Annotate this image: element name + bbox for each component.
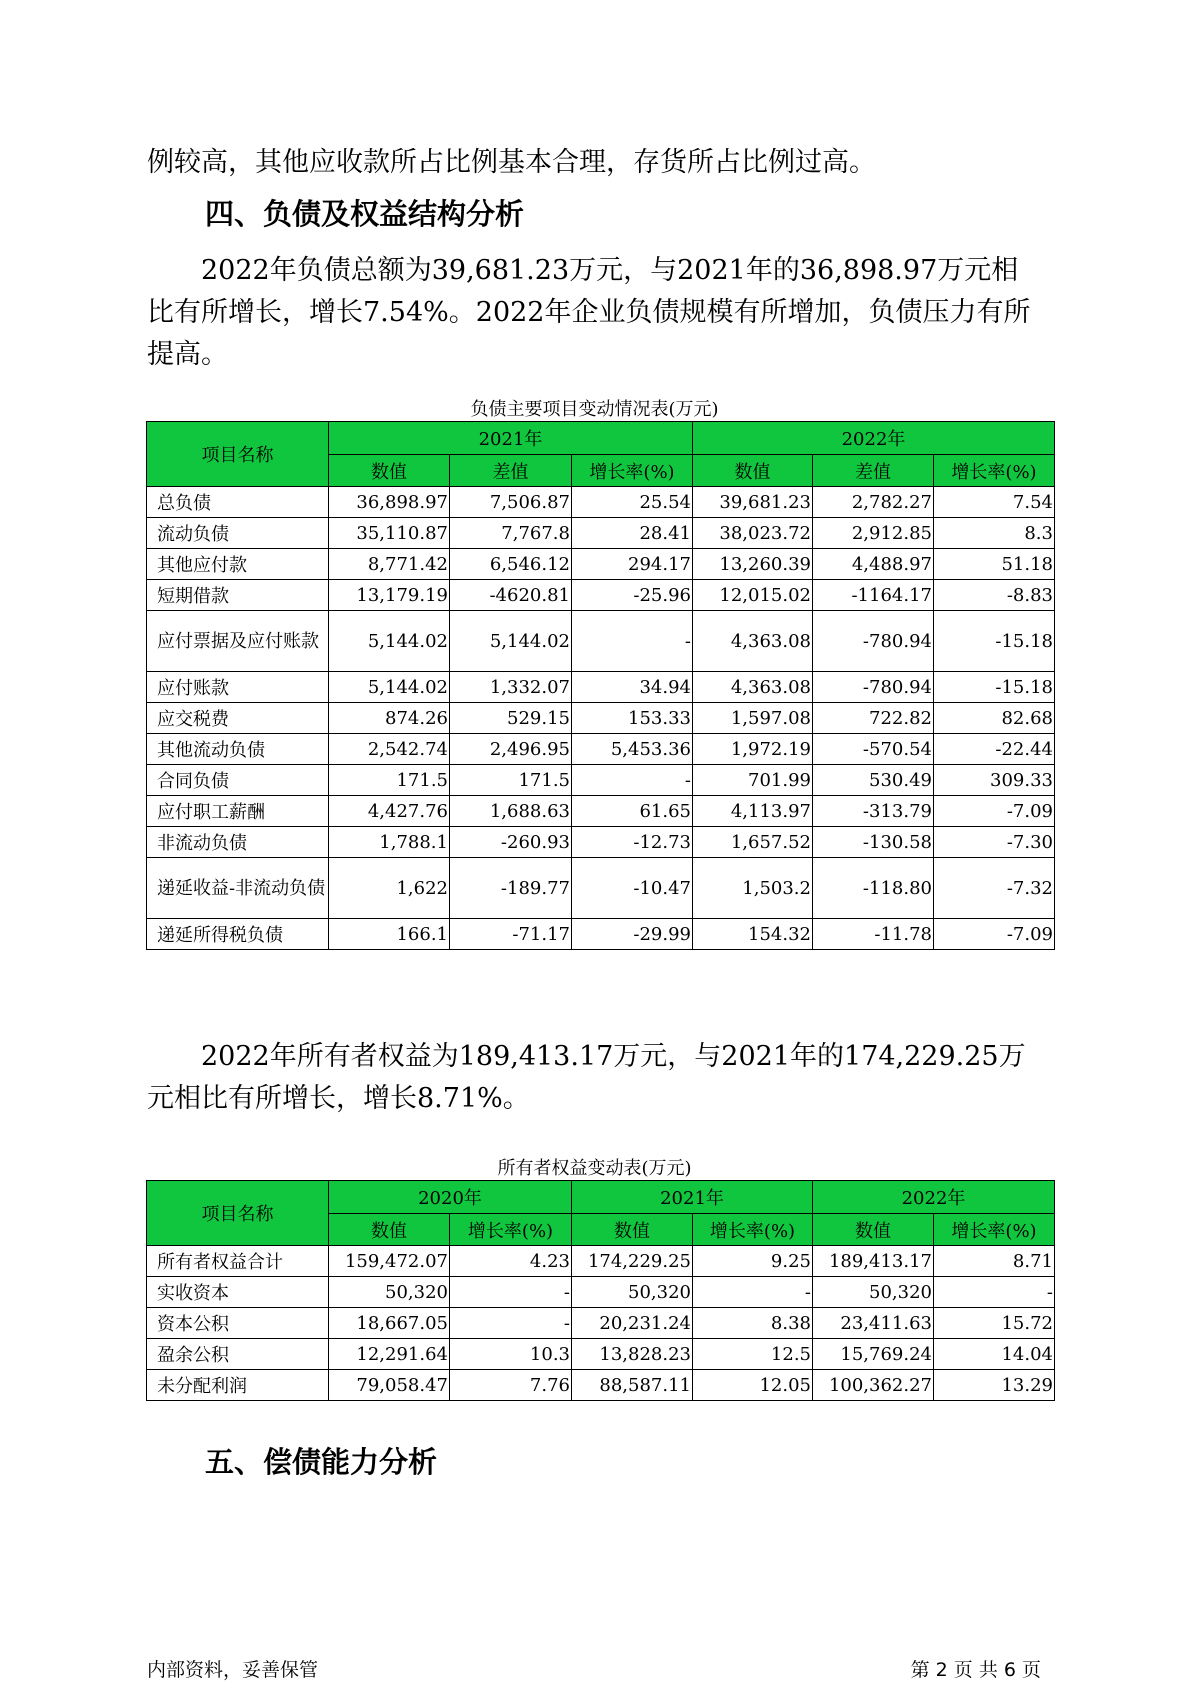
- table-cell: 8.38: [693, 1308, 813, 1339]
- growth-header: 增长率(%): [693, 1214, 813, 1246]
- table-cell: 8.71: [934, 1246, 1055, 1277]
- table-cell: 12.5: [693, 1339, 813, 1370]
- liability-table: [146, 421, 1055, 950]
- table-cell: -: [572, 611, 693, 672]
- table-row: [147, 672, 1055, 703]
- table-cell: -313.79: [813, 796, 934, 827]
- table-cell: 4,427.76: [329, 796, 450, 827]
- table-cell: -12.73: [572, 827, 693, 858]
- liability-table-caption: 负债主要项目变动情况表(万元): [470, 399, 719, 420]
- table-cell: 28.41: [572, 518, 693, 549]
- row-label: 合同负债: [147, 765, 329, 796]
- table-row: [147, 1370, 1055, 1401]
- value-header: 数值: [329, 1214, 450, 1246]
- table-cell: 79,058.47: [329, 1370, 450, 1401]
- table-cell: 13,828.23: [572, 1339, 693, 1370]
- table-cell: 82.68: [934, 703, 1055, 734]
- name-column-header: 项目名称: [147, 1181, 329, 1246]
- row-label: 资本公积: [147, 1308, 329, 1339]
- table-cell: 7.76: [450, 1370, 572, 1401]
- table-row: [147, 858, 1055, 919]
- table-cell: 8,771.42: [329, 549, 450, 580]
- table-row: [147, 734, 1055, 765]
- table-cell: 701.99: [693, 765, 813, 796]
- table-cell: 530.49: [813, 765, 934, 796]
- row-label: 其他流动负债: [147, 734, 329, 765]
- row-label: 实收资本: [147, 1277, 329, 1308]
- year-header: 2022年: [693, 422, 1055, 455]
- page-number: 第 2 页 共 6 页: [910, 1659, 1041, 1681]
- row-label: 非流动负债: [147, 827, 329, 858]
- table-cell: 4,488.97: [813, 549, 934, 580]
- table-cell: 722.82: [813, 703, 934, 734]
- table-cell: 15.72: [934, 1308, 1055, 1339]
- table-cell: 6,546.12: [450, 549, 572, 580]
- table-cell: 4,363.08: [693, 611, 813, 672]
- table-row: [147, 827, 1055, 858]
- table-cell: 8.3: [934, 518, 1055, 549]
- table-cell: 12.05: [693, 1370, 813, 1401]
- table-cell: -7.09: [934, 796, 1055, 827]
- table-cell: 10.3: [450, 1339, 572, 1370]
- table-cell: 4.23: [450, 1246, 572, 1277]
- table-cell: 1,332.07: [450, 672, 572, 703]
- value-header: 数值: [572, 1214, 693, 1246]
- table-cell: 12,291.64: [329, 1339, 450, 1370]
- table-cell: 23,411.63: [813, 1308, 934, 1339]
- table-cell: 1,597.08: [693, 703, 813, 734]
- table-cell: 18,667.05: [329, 1308, 450, 1339]
- table-cell: 50,320: [572, 1277, 693, 1308]
- row-label: 所有者权益合计: [147, 1246, 329, 1277]
- table-cell: 13.29: [934, 1370, 1055, 1401]
- table-cell: 100,362.27: [813, 1370, 934, 1401]
- row-label: 未分配利润: [147, 1370, 329, 1401]
- value-header: 数值: [329, 455, 450, 487]
- value-header: 数值: [693, 455, 813, 487]
- row-label: 应交税费: [147, 703, 329, 734]
- row-label: 短期借款: [147, 580, 329, 611]
- table-row: [147, 1277, 1055, 1308]
- equity-table-caption: 所有者权益变动表(万元): [497, 1158, 692, 1179]
- table-cell: -10.47: [572, 858, 693, 919]
- year-header: 2021年: [572, 1181, 813, 1214]
- table-cell: -: [450, 1308, 572, 1339]
- equity-paragraph: 2022年所有者权益为189,413.17万元，与2021年的174,229.25万元相比有所增长，增长8.71%。: [147, 1041, 1026, 1114]
- growth-header: 增长率(%): [934, 1214, 1055, 1246]
- row-label: 应付账款: [147, 672, 329, 703]
- table-cell: 4,113.97: [693, 796, 813, 827]
- table-cell: -25.96: [572, 580, 693, 611]
- table-cell: -7.32: [934, 858, 1055, 919]
- growth-header: 增长率(%): [450, 1214, 572, 1246]
- liability-paragraph: 2022年负债总额为39,681.23万元，与2021年的36,898.97万元相比有所增长，增长7.54%。2022年企业负债规模有所增加，负债压力有所提高。: [147, 255, 1031, 370]
- growth-header: 增长率(%): [572, 455, 693, 487]
- table-cell: 51.18: [934, 549, 1055, 580]
- table-cell: -130.58: [813, 827, 934, 858]
- table-cell: -189.77: [450, 858, 572, 919]
- row-label: 流动负债: [147, 518, 329, 549]
- table-cell: 2,542.74: [329, 734, 450, 765]
- table-cell: -: [693, 1277, 813, 1308]
- table-cell: 25.54: [572, 487, 693, 518]
- table-cell: 50,320: [329, 1277, 450, 1308]
- table-cell: 7.54: [934, 487, 1055, 518]
- table-row: [147, 1308, 1055, 1339]
- table-cell: 1,503.2: [693, 858, 813, 919]
- table-cell: 2,496.95: [450, 734, 572, 765]
- table-cell: 171.5: [329, 765, 450, 796]
- table-cell: 174,229.25: [572, 1246, 693, 1277]
- diff-header: 差值: [813, 455, 934, 487]
- section-heading-solvency: 五、偿债能力分析: [205, 1445, 438, 1479]
- table-row: [147, 765, 1055, 796]
- table-row: [147, 487, 1055, 518]
- table-cell: -1164.17: [813, 580, 934, 611]
- table-cell: 35,110.87: [329, 518, 450, 549]
- table-cell: 1,788.1: [329, 827, 450, 858]
- table-cell: 4,363.08: [693, 672, 813, 703]
- table-cell: 309.33: [934, 765, 1055, 796]
- table-cell: 166.1: [329, 919, 450, 950]
- name-column-header: 项目名称: [147, 422, 329, 487]
- table-cell: -29.99: [572, 919, 693, 950]
- table-row: [147, 703, 1055, 734]
- table-cell: 34.94: [572, 672, 693, 703]
- diff-header: 差值: [450, 455, 572, 487]
- table-cell: -: [572, 765, 693, 796]
- table-cell: 36,898.97: [329, 487, 450, 518]
- table-cell: 13,260.39: [693, 549, 813, 580]
- equity-table: [146, 1180, 1055, 1401]
- table-cell: 88,587.11: [572, 1370, 693, 1401]
- table-cell: 38,023.72: [693, 518, 813, 549]
- table-cell: 1,657.52: [693, 827, 813, 858]
- table-cell: 2,782.27: [813, 487, 934, 518]
- year-header: 2021年: [329, 422, 693, 455]
- table-cell: 529.15: [450, 703, 572, 734]
- footer-confidential-note: 内部资料，妥善保管: [147, 1659, 319, 1681]
- section-heading-liabilities: 四、负债及权益结构分析: [205, 197, 525, 231]
- table-cell: 874.26: [329, 703, 450, 734]
- growth-header: 增长率(%): [934, 455, 1055, 487]
- table-cell: 61.65: [572, 796, 693, 827]
- table-cell: -15.18: [934, 672, 1055, 703]
- table-cell: 15,769.24: [813, 1339, 934, 1370]
- year-header: 2022年: [813, 1181, 1055, 1214]
- table-cell: 294.17: [572, 549, 693, 580]
- row-label: 总负债: [147, 487, 329, 518]
- table-cell: 5,144.02: [329, 611, 450, 672]
- row-label: 盈余公积: [147, 1339, 329, 1370]
- table-row: [147, 580, 1055, 611]
- table-cell: 153.33: [572, 703, 693, 734]
- table-cell: 7,767.8: [450, 518, 572, 549]
- table-cell: -4620.81: [450, 580, 572, 611]
- table-cell: 2,912.85: [813, 518, 934, 549]
- table-cell: 5,144.02: [450, 611, 572, 672]
- table-cell: 1,688.63: [450, 796, 572, 827]
- table-cell: -260.93: [450, 827, 572, 858]
- row-label: 其他应付款: [147, 549, 329, 580]
- value-header: 数值: [813, 1214, 934, 1246]
- table-cell: -71.17: [450, 919, 572, 950]
- table-row: [147, 919, 1055, 950]
- table-row: [147, 611, 1055, 672]
- table-cell: -7.30: [934, 827, 1055, 858]
- table-row: [147, 549, 1055, 580]
- table-cell: 171.5: [450, 765, 572, 796]
- table-cell: -570.54: [813, 734, 934, 765]
- table-cell: 14.04: [934, 1339, 1055, 1370]
- table-cell: -780.94: [813, 611, 934, 672]
- table-cell: 154.32: [693, 919, 813, 950]
- table-cell: 20,231.24: [572, 1308, 693, 1339]
- table-cell: -15.18: [934, 611, 1055, 672]
- table-row: [147, 1339, 1055, 1370]
- table-cell: 13,179.19: [329, 580, 450, 611]
- table-cell: 1,622: [329, 858, 450, 919]
- table-cell: -8.83: [934, 580, 1055, 611]
- table-cell: -22.44: [934, 734, 1055, 765]
- table-cell: 5,144.02: [329, 672, 450, 703]
- table-cell: -11.78: [813, 919, 934, 950]
- row-label: 应付票据及应付账款: [147, 611, 329, 672]
- intro-paragraph: 例较高，其他应收款所占比例基本合理，存货所占比例过高。: [147, 147, 876, 178]
- table-cell: -780.94: [813, 672, 934, 703]
- table-cell: 9.25: [693, 1246, 813, 1277]
- table-cell: 1,972.19: [693, 734, 813, 765]
- table-row: [147, 518, 1055, 549]
- table-cell: 5,453.36: [572, 734, 693, 765]
- table-row: [147, 796, 1055, 827]
- table-cell: 189,413.17: [813, 1246, 934, 1277]
- table-cell: -7.09: [934, 919, 1055, 950]
- table-cell: 50,320: [813, 1277, 934, 1308]
- table-cell: -: [934, 1277, 1055, 1308]
- table-row: [147, 1246, 1055, 1277]
- table-cell: 39,681.23: [693, 487, 813, 518]
- table-cell: 12,015.02: [693, 580, 813, 611]
- table-cell: -118.80: [813, 858, 934, 919]
- year-header: 2020年: [329, 1181, 572, 1214]
- row-label: 应付职工薪酬: [147, 796, 329, 827]
- table-cell: 159,472.07: [329, 1246, 450, 1277]
- table-cell: -: [450, 1277, 572, 1308]
- row-label: 递延收益-非流动负债: [147, 858, 329, 919]
- table-cell: 7,506.87: [450, 487, 572, 518]
- row-label: 递延所得税负债: [147, 919, 329, 950]
